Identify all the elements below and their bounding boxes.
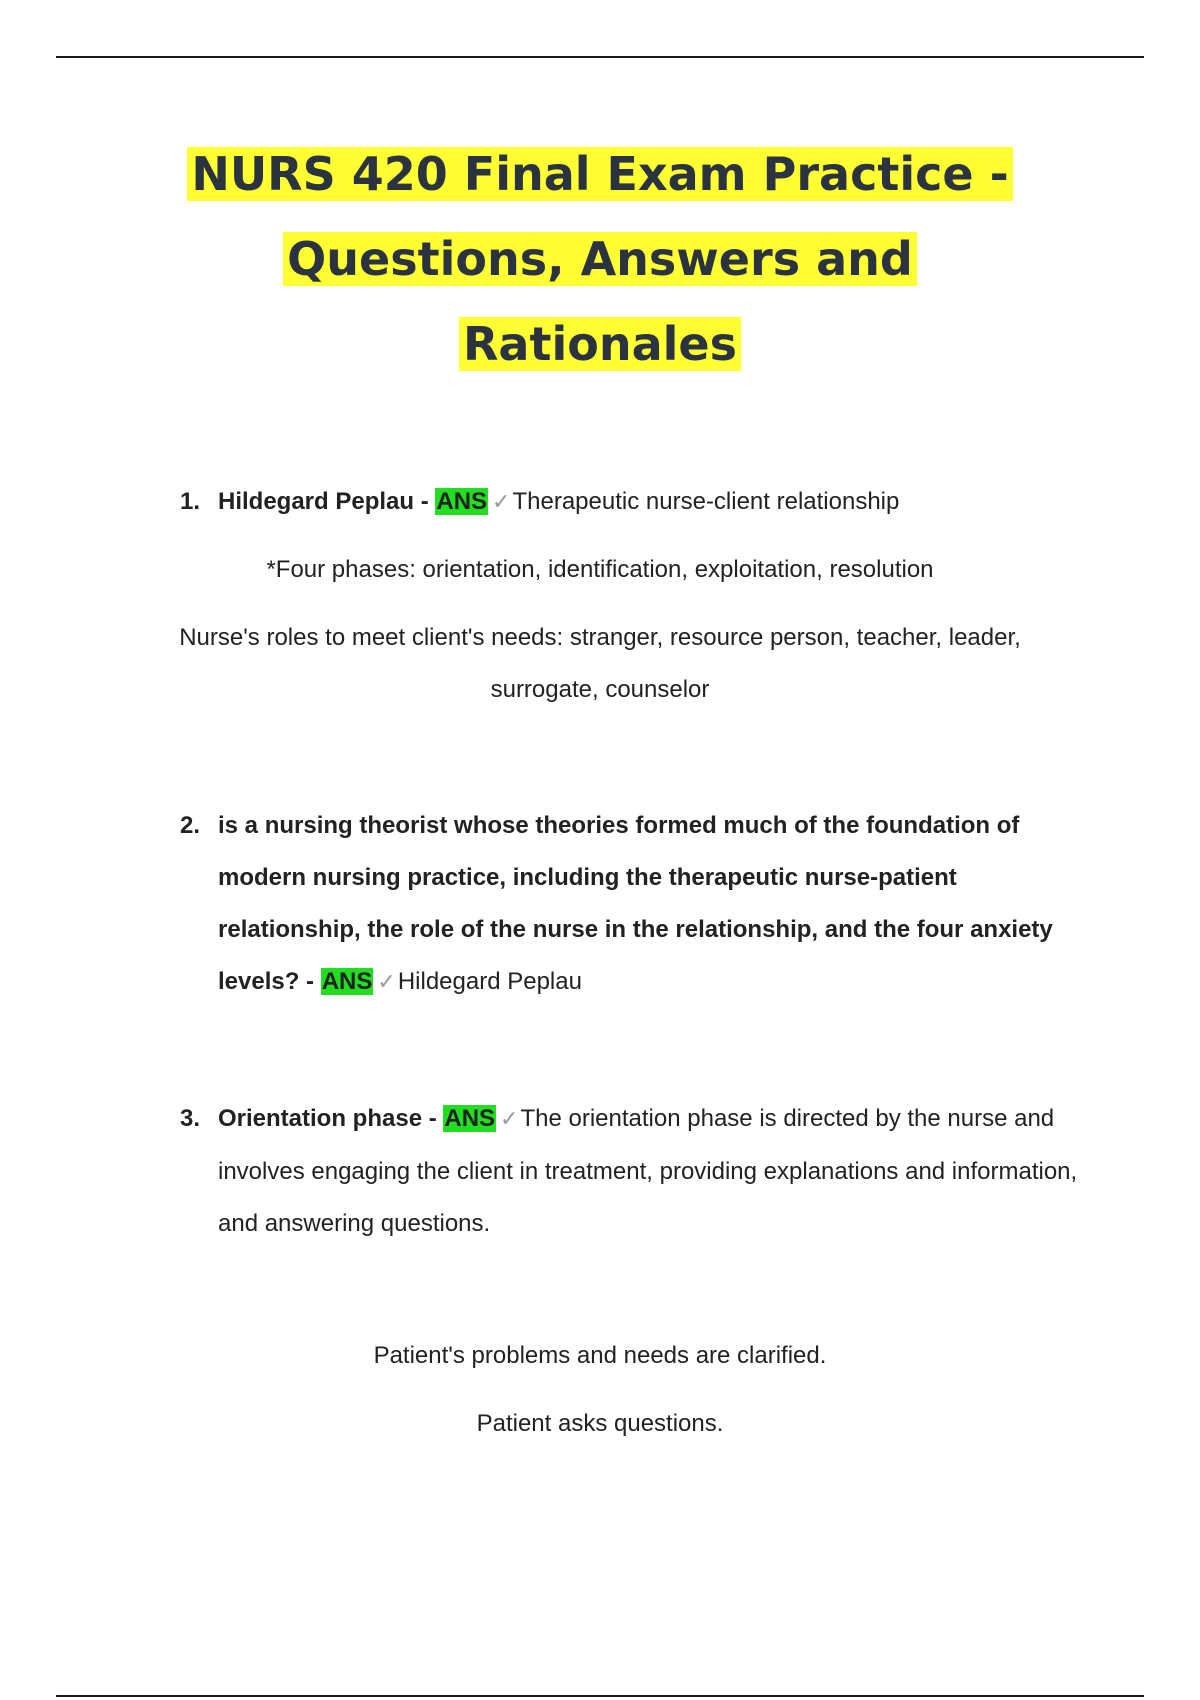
title-line-3: Rationales <box>459 317 741 371</box>
question-1 <box>180 476 1100 529</box>
check-icon: ✓ <box>492 490 511 515</box>
note-roles: Nurse's roles to meet client's needs: stranger, resource person, teacher, leader, surrogate, counselor <box>179 624 1021 703</box>
title-line-1: NURS 420 Final Exam Practice - <box>187 147 1012 201</box>
question-answer: The orientation phase is directed by the nurse and involves engaging the client in treatment, providing explanations and information, and answering questions. <box>218 1105 1078 1237</box>
ans-badge: ANS <box>436 488 488 515</box>
question-term: Orientation phase - <box>218 1105 437 1132</box>
question-term: is a nursing theorist whose theories formed much of the foundation of modern nursing practice, including the therapeutic nurse-patient relationship, the role of the nurse in the relationship, and the four anxiety levels? - <box>218 812 1053 995</box>
check-icon: ✓ <box>377 970 396 995</box>
question-2 <box>180 800 1100 1009</box>
question-3 <box>180 1093 1100 1250</box>
note-phases: *Four phases: orientation, identification, exploitation, resolution <box>266 556 934 583</box>
question-number: 2. <box>180 812 201 839</box>
page-title <box>100 132 1100 387</box>
question-answer: Therapeutic nurse-client relationship <box>512 488 900 515</box>
question-term: Hildegard Peplau - <box>218 488 429 515</box>
question-answer: Hildegard Peplau <box>397 968 582 995</box>
note-patient-asks: Patient asks questions. <box>476 1410 724 1437</box>
title-line-2: Questions, Answers and <box>283 232 917 286</box>
bottom-rule <box>56 1695 1144 1697</box>
question-number: 1. <box>180 488 201 515</box>
check-icon: ✓ <box>500 1107 519 1132</box>
ans-badge: ANS <box>321 968 373 995</box>
ans-badge: ANS <box>444 1105 496 1132</box>
note-problems-clarified: Patient's problems and needs are clarified. <box>373 1342 827 1369</box>
top-rule <box>56 56 1144 58</box>
question-number: 3. <box>180 1105 201 1132</box>
